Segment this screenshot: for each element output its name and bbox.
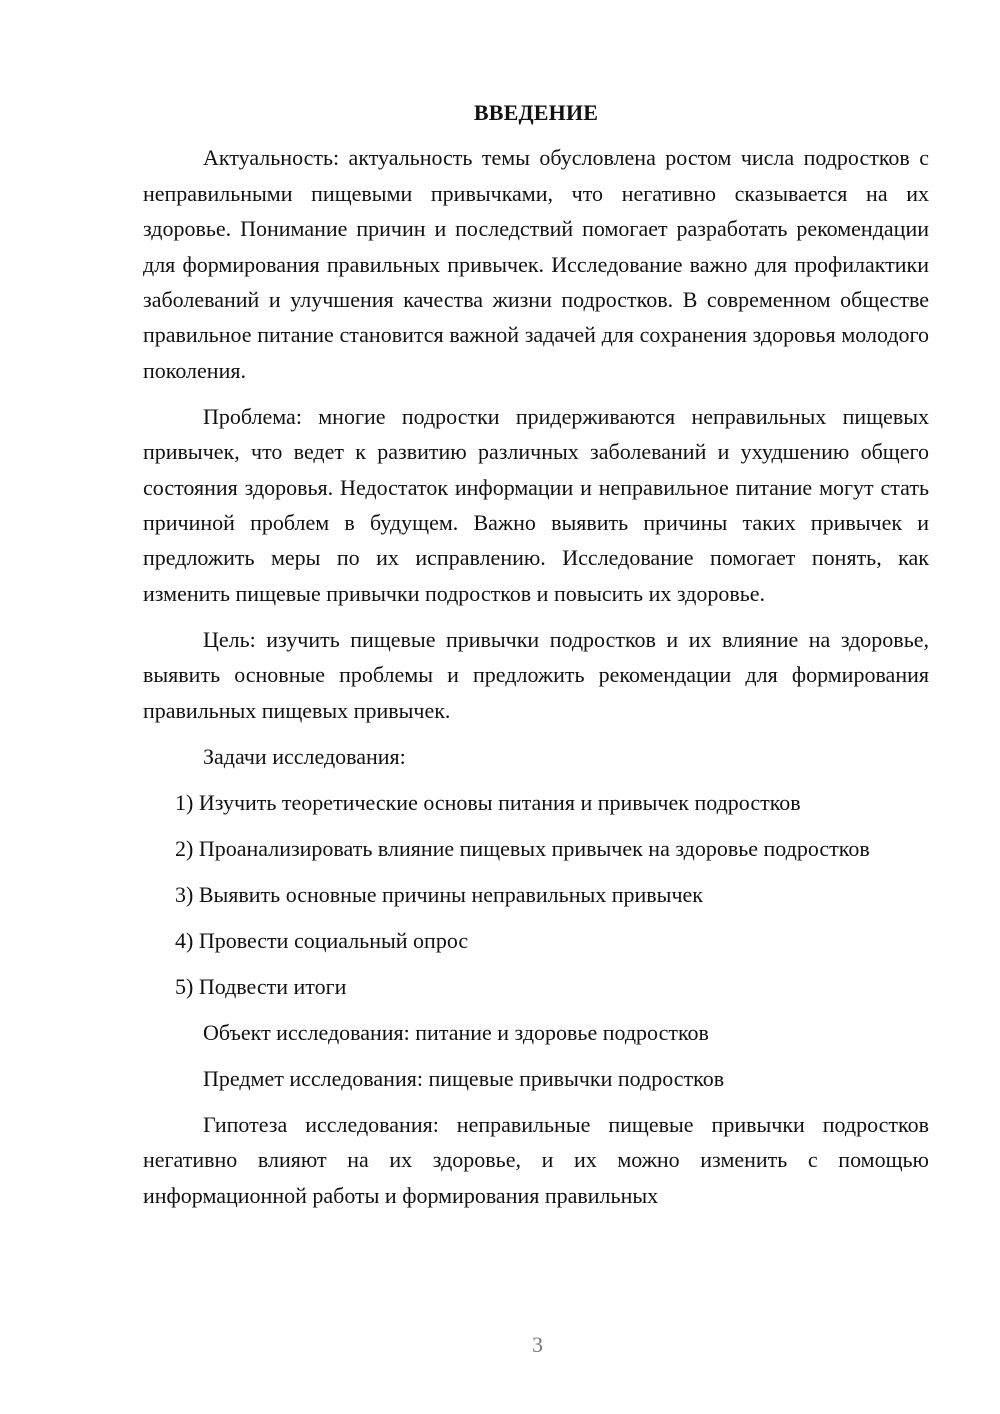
paragraph-relevance: Актуальность: актуальность темы обусловлена ростом числа подростков с неправильными пищевыми привычками, что негативно сказывается на их здоровье. Понимание причин и последствий помогает разработать рекомендации для формирования правильных привычек. Исследование важно для профилактики заболеваний и улучшения качества жизни подростков. В современном обществе правильное питание становится важной задачей для сохранения здоровья молодого поколения.	[143, 145, 929, 383]
task-item: 1) Изучить теоретические основы питания и привычек подростков	[175, 789, 801, 815]
task-item: 2) Проанализировать влияние пищевых привычек на здоровье подростков	[175, 835, 870, 861]
task-item: 5) Подвести итоги	[175, 973, 347, 999]
paragraph-hypothesis: Гипотеза исследования: неправильные пищевые привычки подростков негативно влияют на их здоровье, и их можно изменить с помощью информационной работы и формирования правильных	[143, 1111, 929, 1208]
task-item: 3) Выявить основные причины неправильных привычек	[175, 881, 703, 907]
paragraph-subject: Предмет исследования: пищевые привычки подростков	[203, 1065, 725, 1091]
page-number: 3	[532, 1332, 543, 1357]
paragraph-problem: Проблема: многие подростки придерживаются неправильных пищевых привычек, что ведет к развитию различных заболеваний и ухудшению общего состояния здоровья. Недостаток информации и неправильное питание могут стать причиной проблем в будущем. Важно выявить причины таких привычек и предложить меры по их исправлению. Исследование помогает понять, как изменить пищевые привычки подростков и повысить их здоровье.	[143, 403, 929, 606]
paragraph-tasks-title: Задачи исследования:	[203, 743, 406, 769]
paragraph-object: Объект исследования: питание и здоровье подростков	[203, 1019, 709, 1045]
paragraph-goal: Цель: изучить пищевые привычки подростков и их влияние на здоровье, выявить основные проблемы и предложить рекомендации для формирования правильных пищевых привычек.	[143, 626, 929, 723]
section-heading: ВВЕДЕНИЕ	[473, 100, 599, 125]
task-item: 4) Провести социальный опрос	[175, 927, 469, 953]
page-content	[143, 95, 929, 1224]
